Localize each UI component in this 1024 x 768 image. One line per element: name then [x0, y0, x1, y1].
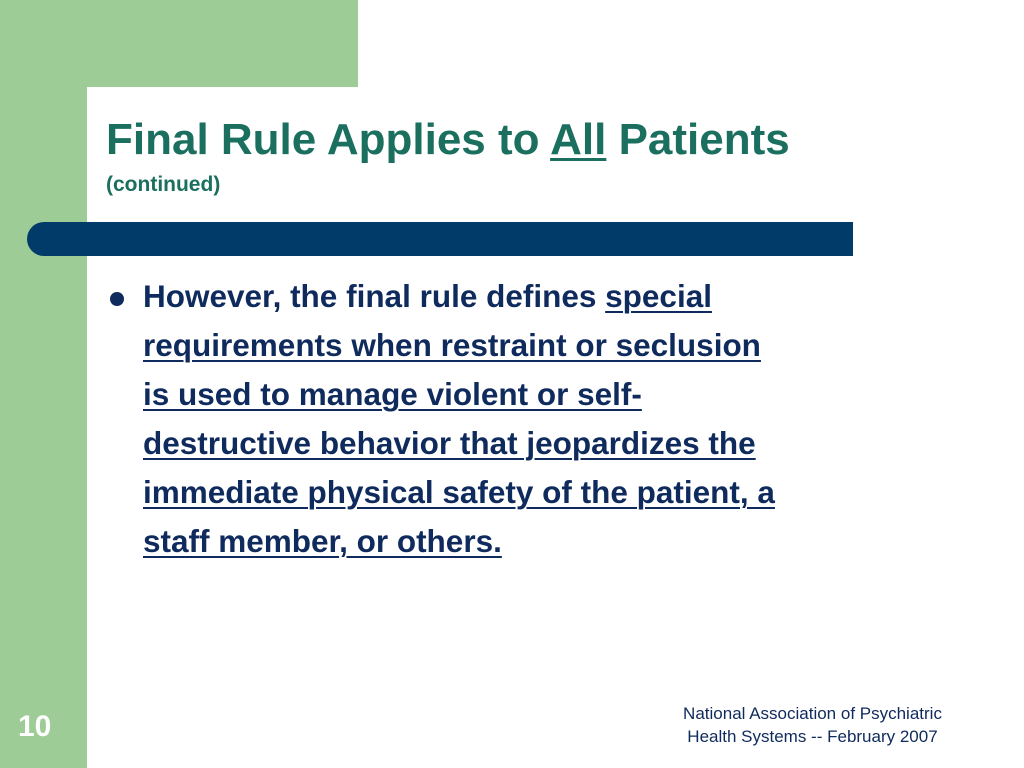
page-number: 10: [18, 710, 52, 743]
footer-line-2: Health Systems -- February 2007: [687, 727, 938, 746]
bullet-underlined-line: is used to manage violent or self-: [143, 376, 642, 412]
title-divider-bar: [27, 222, 853, 256]
bullet-underlined-line: destructive behavior that jeopardizes the: [143, 425, 756, 461]
footer-line-1: National Association of Psychiatric: [683, 704, 942, 723]
bullet-underlined-line: special: [605, 278, 712, 314]
bullet-underlined-line: immediate physical safety of the patient, a: [143, 474, 775, 510]
bullet-underlined-line: staff member, or others.: [143, 523, 502, 559]
title-emphasis: All: [550, 115, 607, 164]
bullet-dot-icon: [110, 292, 124, 306]
left-accent-band: [0, 0, 87, 768]
footer-credit: [620, 702, 1005, 748]
title-part-1: Final Rule Applies to: [106, 115, 551, 164]
slide-title: [106, 111, 790, 169]
title-part-2: Patients: [606, 115, 790, 164]
slide-subtitle: (continued): [106, 173, 221, 196]
bullet-text: [143, 272, 963, 566]
top-accent-band: [0, 0, 358, 87]
bullet-underlined-line: requirements when restraint or seclusion: [143, 327, 761, 363]
bullet-plain-text: However, the final rule defines: [143, 278, 606, 314]
